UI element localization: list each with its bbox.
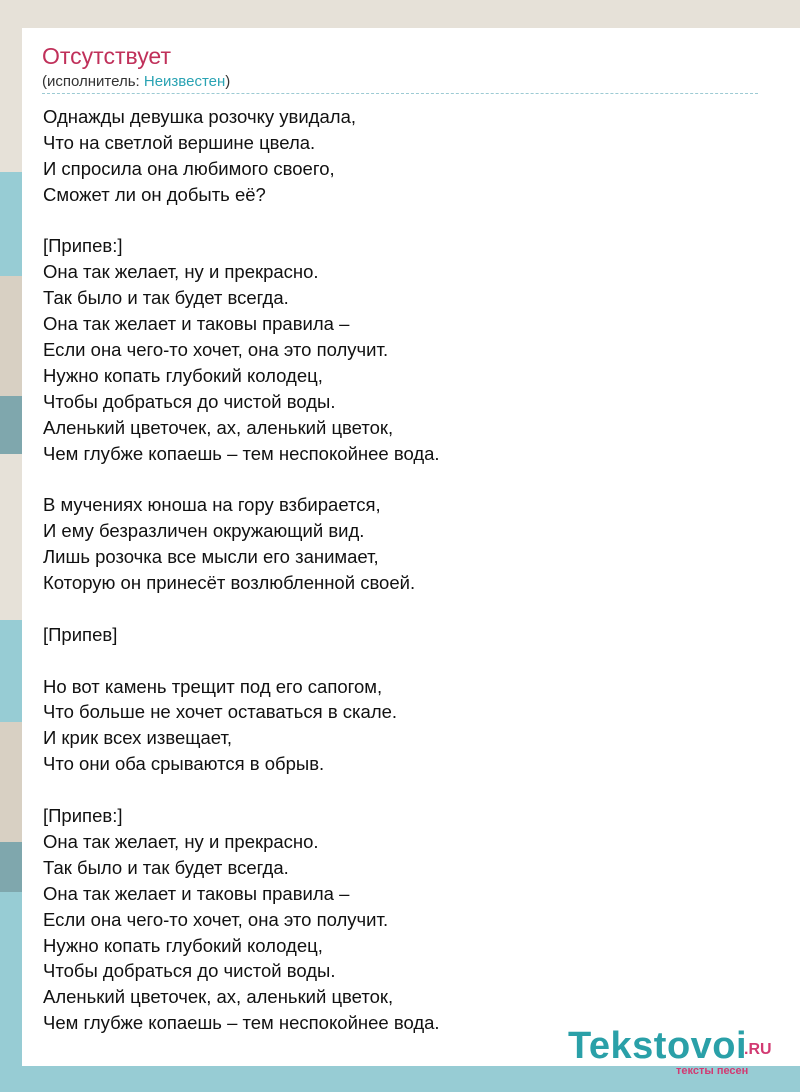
lyric-line: Лишь розочка все мысли его занимает, — [43, 546, 379, 568]
lyric-line: Однажды девушка розочку увидала, — [43, 106, 356, 127]
lyric-line: Она так желает, ну и прекрасно. — [43, 830, 319, 852]
lyrics-body — [43, 104, 763, 1036]
title-divider — [42, 93, 758, 94]
lyric-line: Которую он принесёт возлюбленной своей. — [43, 572, 416, 594]
logo-domain: .RU — [744, 1041, 772, 1058]
lyric-line: Что они оба срываются в обрыв. — [43, 753, 325, 775]
lyric-line: Если она чего-то хочет, она это получит. — [43, 908, 389, 930]
lyric-line — [43, 208, 763, 234]
lyric-line: В мучениях юноша на гору взбирается, — [43, 494, 381, 516]
lyric-line: Так было и так будет всегда. — [43, 287, 289, 309]
logo-tagline: тексты песен — [676, 1065, 749, 1077]
lyric-line: Но вот камень трещит под его сапогом, — [43, 675, 383, 697]
lyric-line: И крик всех извещает, — [43, 727, 233, 749]
lyric-line: Чем глубже копаешь – тем неспокойнее вода. — [43, 1012, 440, 1034]
lyric-line: [Припев:] — [43, 235, 123, 257]
lyric-line: Аленький цветочек, ах, аленький цветок, — [43, 986, 394, 1008]
lyric-line: Она так желает, ну и прекрасно. — [43, 261, 319, 283]
lyric-line: [Припев] — [43, 623, 118, 645]
lyric-line: Нужно копать глубокий колодец, — [43, 934, 323, 956]
artist-suffix: ) — [225, 73, 231, 90]
lyric-line — [43, 466, 763, 492]
song-subtitle — [42, 72, 230, 92]
lyric-line: Чтобы добраться до чистой воды. — [43, 390, 336, 412]
lyric-line: Нужно копать глубокий колодец, — [43, 364, 323, 386]
lyric-line: И спросила она любимого своего, — [43, 157, 335, 179]
lyric-line: Если она чего-то хочет, она это получит. — [43, 339, 389, 361]
lyric-line — [43, 648, 763, 674]
lyric-line: [Припев:] — [43, 805, 123, 827]
lyric-line: Сможет ли он добыть её? — [43, 183, 266, 205]
lyric-line: Чем глубже копаешь – тем неспокойнее вода. — [43, 442, 440, 464]
lyric-line — [43, 596, 763, 622]
lyric-line: Аленький цветочек, ах, аленький цветок, — [43, 416, 394, 438]
lyric-line: Так было и так будет всегда. — [43, 856, 289, 878]
site-logo[interactable] — [568, 1024, 778, 1080]
song-title: Отсутствует — [42, 43, 171, 69]
lyric-line: Чтобы добраться до чистой воды. — [43, 960, 336, 982]
lyric-line: Что больше не хочет оставаться в скале. — [43, 701, 398, 723]
artist-prefix: (исполнитель: — [42, 73, 144, 90]
lyric-line — [43, 777, 763, 803]
lyric-line: Что на светлой вершине цвела. — [43, 131, 316, 153]
logo-name: Tekstovoi — [568, 1025, 748, 1067]
artist-link[interactable]: Неизвестен — [143, 73, 226, 90]
lyric-line: Она так желает и таковы правила – — [43, 882, 350, 904]
lyric-line: Она так желает и таковы правила – — [43, 313, 350, 335]
lyric-line: И ему безразличен окружающий вид. — [43, 520, 365, 542]
